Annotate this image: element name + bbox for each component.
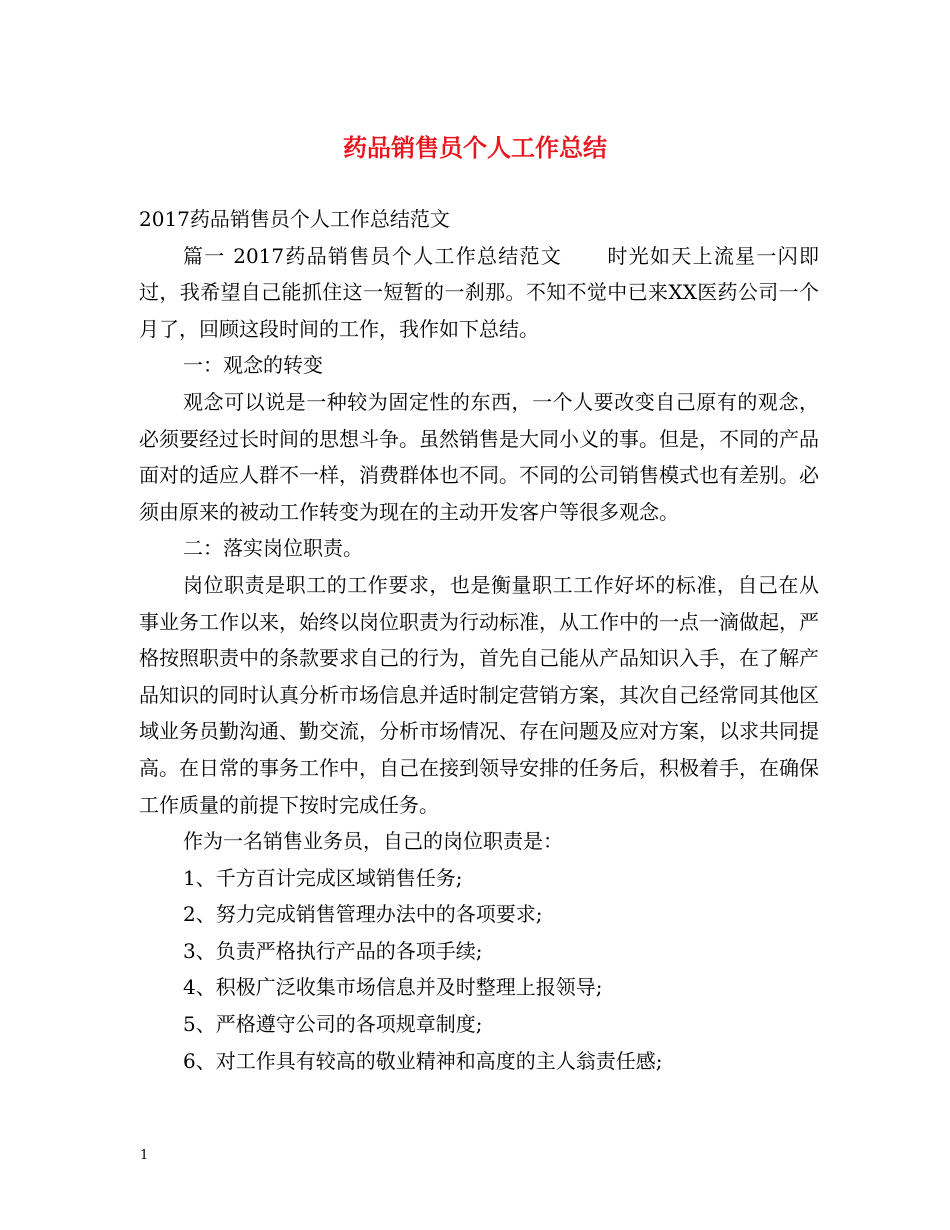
document-subtitle: 2017药品销售员个人工作总结范文 xyxy=(139,207,450,231)
duty-item: 5、严格遵守公司的各项规章制度; xyxy=(183,1012,483,1037)
duties-intro: 作为一名销售业务员，自己的岗位职责是： xyxy=(183,829,563,854)
intro-heading: 篇一 2017药品销售员个人工作总结范文 xyxy=(183,243,563,268)
page-number: 1 xyxy=(140,1148,149,1163)
section2-paragraph: 岗位职责是职工的工作要求，也是衡量职工工作好坏的标准，自己在从事业务工作以来，始终以岗位职责为行动标准，从工作中的一点一滴做起，严格按照职责中的条款要求自己的行为，首先自己能从产品知识入手，在了解产品知识的同时认真分析市场信息并适时制定营销方案，其次自己经常同其他区域业务员勤沟通、勤交流，分析市场情况、存在问题及应对方案，以求共同提高。在日常的事务工作中，自己在接到领导安排的任务后，积极着手，在确保工作质量的前提下按时完成任务。 xyxy=(139,572,819,817)
intro-paragraph xyxy=(139,238,819,348)
duty-item: 1、千方百计完成区域销售任务; xyxy=(183,865,463,890)
section1-heading: 一：观念的转变 xyxy=(183,353,323,378)
document-body xyxy=(139,201,819,1079)
duty-item: 2、努力完成销售管理办法中的各项要求; xyxy=(183,902,543,927)
intro-text: 时光如天上流星一闪即过，我希望自己能抓住这一短暂的一刹那。不知不觉中已来XX医药公司一个月了，回顾这段时间的工作，我作如下总结。 xyxy=(139,243,820,341)
document-title: 药品销售员个人工作总结 xyxy=(343,133,607,162)
section2-heading: 二：落实岗位职责。 xyxy=(183,536,363,561)
duty-item: 3、负责严格执行产品的各项手续; xyxy=(183,938,483,963)
section1-paragraph: 观念可以说是一种较为固定性的东西，一个人要改变自己原有的观念，必须要经过长时间的思想斗争。虽然销售是大同小义的事。但是，不同的产品面对的适应人群不一样，消费群体也不同。不同的公司销售模式也有差别。必须由原来的被动工作转变为现在的主动开发客户等很多观念。 xyxy=(139,389,819,524)
duty-item: 6、对工作具有较高的敬业精神和高度的主人翁责任感; xyxy=(183,1048,663,1073)
duty-item: 4、积极广泛收集市场信息并及时整理上报领导; xyxy=(183,975,603,1000)
